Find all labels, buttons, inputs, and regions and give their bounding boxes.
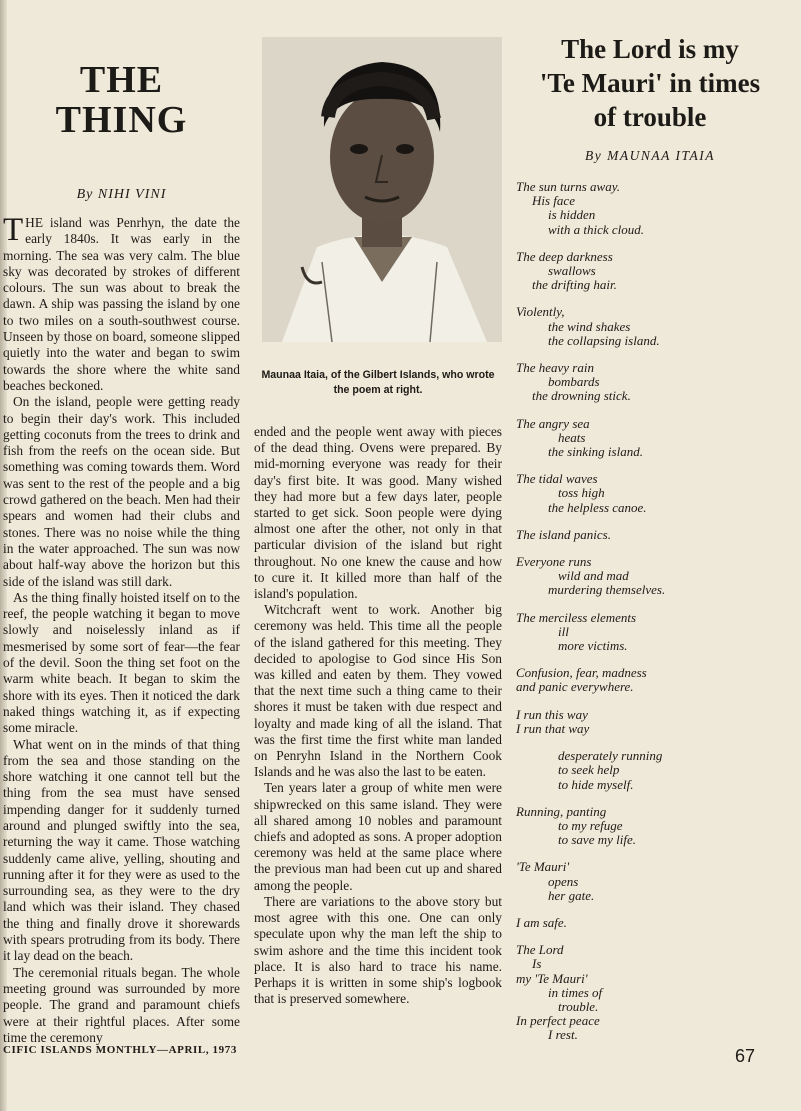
poem-line: I rest.	[548, 1027, 578, 1043]
poem-line: the drowning stick.	[532, 388, 631, 404]
poem-line: In perfect peace	[516, 1013, 600, 1029]
poem-line: I run that way	[516, 720, 590, 736]
poem-line: more victims.	[558, 638, 628, 654]
poem-line: to hide myself.	[558, 776, 634, 792]
poem-line: toss high	[558, 485, 605, 501]
poem-line: Everyone runs	[516, 554, 592, 570]
poem-title-line-2: 'Te Mauri' in times	[539, 68, 761, 98]
continued-paragraph-3: Ten years later a group of white men were shipwrecked on this same island. They were all shared among 10 nobles and paramount chiefs and adopted as sons. A proper adoption ceremony was held at the same place where the previous man had been cut up and shared among the people.	[254, 780, 502, 893]
poem-line: ill	[558, 623, 569, 639]
poem-line: The deep darkness	[516, 248, 613, 264]
poem-line: The sun turns away.	[516, 179, 621, 194]
photo-caption: Maunaa Itaia, of the Gilbert Islands, who wrote the poem at right.	[261, 369, 495, 396]
poem-stanza	[516, 943, 786, 1042]
poem-line: The angry sea	[516, 415, 590, 431]
paragraph-3: As the thing finally hoisted itself on to the reef, the people watching it began to move slowly and noiselessly inland as if mesmerised by some sort of fear—the fear of the devil. Soon the thing set foot on the warm white beach. It began to skim the shore with its eyes. Then it noticed the dark naked things watching it, as if expecting some miracle.	[3, 589, 240, 736]
poem-title-line-1: The Lord is my	[561, 34, 739, 64]
poem-line: Confusion, fear, madness	[516, 665, 647, 681]
poem-line: Running, panting	[516, 803, 607, 819]
poem-line: with a thick cloud.	[548, 221, 645, 237]
poem-line: wild and mad	[558, 568, 629, 584]
poem-line: Is	[532, 956, 542, 972]
poem-line: the sinking island.	[548, 444, 643, 460]
continued-paragraph-1: ended and the people went away with pieces of the dead thing. Ovens were prepared. By mid-morning everyone was ready for their day's first bite. It was good. Many wished they had more but a few days later, people started to get sick. Soon people were dying almost one after the other, not only in that particular division of the island but right throughout. No one knew the cause and how to cure it. It killed more than half of the island's population.	[254, 424, 502, 602]
poem-line: the wind shakes	[548, 318, 631, 334]
poem-line: to seek help	[558, 762, 620, 778]
poem-line: I am safe.	[516, 914, 567, 930]
poem-line: in times of	[548, 984, 603, 1000]
poem-line: swallows	[548, 263, 596, 279]
poem-stanza	[516, 916, 786, 930]
poem-line: murdering themselves.	[548, 582, 666, 598]
poem-line: His face	[532, 193, 575, 209]
poem-line: and panic everywhere.	[516, 679, 634, 695]
poem-line: trouble.	[558, 998, 599, 1014]
poem-line: The island panics.	[516, 526, 611, 542]
poem-stanza	[516, 472, 786, 515]
poem-line: is hidden	[548, 207, 596, 223]
portrait-photo-illustration	[262, 37, 502, 342]
poem-stanza	[516, 805, 786, 848]
poem-stanza	[516, 749, 786, 792]
article-byline: By NIHI VINI	[76, 187, 167, 202]
poem-title-line-3: of trouble	[593, 102, 707, 132]
poem-stanza	[516, 555, 786, 598]
paragraph-5: The ceremonial rituals began. The whole meeting ground was surrounded by more people. The grand and paramount chiefs were at their rightful places. After some time the ceremony	[3, 964, 240, 1045]
poem-line: to my refuge	[558, 817, 623, 833]
poem-line: bombards	[548, 374, 600, 390]
poem-line: her gate.	[548, 887, 595, 903]
article-title	[3, 60, 240, 140]
paragraph-1: THE island was Penrhyn, the date the early 1840s. It was early in the morning. The sea was very calm. The blue sky was decorated by strokes of different colours. The sun was about to break the dawn. A ship was passing the island by one to two miles on a south-southwest course. Unseen by those on board, someone slipped quietly into the water and began to swim towards the shore where the white sand beaches beckoned.	[3, 212, 240, 393]
poem-stanza	[516, 305, 786, 348]
poem-line: The tidal waves	[516, 471, 598, 487]
poem-stanza	[516, 361, 786, 404]
portrait-photo	[262, 37, 502, 342]
poem-line: the collapsing island.	[548, 332, 660, 348]
poem-line: Violently,	[516, 304, 565, 320]
poem-stanza	[516, 611, 786, 654]
poem-byline: By MAUNAA ITAIA	[585, 148, 715, 163]
poem-line: I run this way	[516, 706, 588, 722]
poem-stanza	[516, 666, 786, 694]
poem-line: The merciless elements	[516, 609, 637, 625]
paragraph-2: On the island, people were getting ready to begin their day's work. This included getting coconuts from the trees to drink and fish from the reefs on the ocean side. But something was coming towards them. Word was sent to the rest of the people and a big crowd gathered on the beach. Men had their spears and women had their clubs and stones. There was no noise while the thing in the water approached. The sun was now about half-way above the horizon but this side of the island was still dark.	[3, 394, 240, 589]
continued-paragraph-2: Witchcraft went to work. Another big ceremony was held. This time all the people of the island gathered for this meeting. They decided to apologise to God since His Son was killed and eaten by them. They vowed that the next time such a thing came to their shores it must be taken with due respect and loyalty and made king of all the island. That was the first time the first white man landed on Penryhn Island in the Northern Cook Islands and he was also the last to be eaten.	[254, 602, 502, 780]
article-body-column-1	[3, 212, 240, 1046]
poem-title	[510, 32, 790, 134]
magazine-footer: CIFIC ISLANDS MONTHLY—APRIL, 1973	[3, 1044, 237, 1056]
paragraph-4: What went on in the minds of that thing from the sea and those standing on the shore watching it one cannot tell but the thing from the sea must have sensed impending danger for it suddenly turned around and plunged swiftly into the sea, returning the way it came. Those watching suddenly came alive, yelling, shouting and running after it for they were as used to the surrounding sea, as they were to the dry land which was their island. They chased the thing and finally drove it shorewards with spears protruding from its body. There it lay dead on the beach.	[3, 736, 240, 964]
poem-stanza	[516, 417, 786, 460]
poem-line: my 'Te Mauri'	[516, 970, 588, 986]
poem-line: to save my life.	[558, 832, 636, 848]
poem-line: The Lord	[516, 942, 564, 958]
poem-line: The heavy rain	[516, 360, 594, 376]
poem-stanza	[516, 528, 786, 542]
title-line-2: THING	[55, 99, 188, 141]
poem-line: heats	[558, 429, 586, 445]
title-line-1: THE	[79, 59, 164, 101]
continued-paragraph-4: There are variations to the above story but most agree with this one. One can only speculate upon why the man left the ship to swim ashore and the time this incident took place. It is also hard to trace his name. Perhaps it is written in some ship's logbook that is preserved somewhere.	[254, 893, 502, 1007]
poem-line: the drifting hair.	[532, 277, 617, 293]
drop-cap: T	[3, 212, 24, 248]
poem-body	[516, 180, 786, 1056]
poem-stanza	[516, 250, 786, 293]
poem-stanza	[516, 180, 786, 237]
poem-stanza	[516, 708, 786, 736]
poem-line: the helpless canoe.	[548, 499, 647, 515]
page-number: 67	[735, 1046, 756, 1066]
poem-line: desperately running	[558, 748, 663, 764]
poem-line: 'Te Mauri'	[516, 859, 570, 875]
article-body-column-2	[254, 424, 502, 1007]
poem-stanza	[516, 860, 786, 903]
poem-line: opens	[548, 873, 579, 889]
